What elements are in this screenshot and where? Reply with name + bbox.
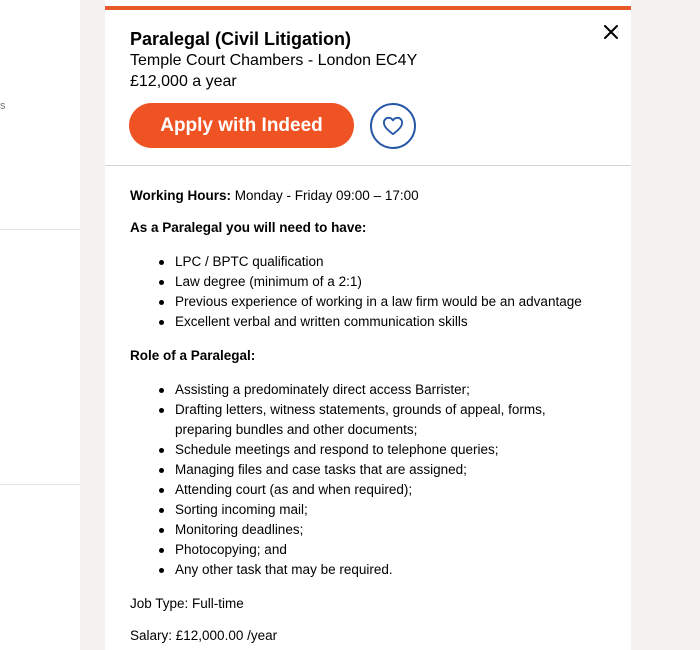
job-list-fragment: s (0, 100, 6, 112)
list-item: Drafting letters, witness statements, grounds of appeal, forms, preparing bundles and other documents; (159, 400, 579, 440)
role-list (159, 380, 579, 580)
working-hours-label: Working Hours: (130, 188, 231, 203)
company-location: Temple Court Chambers - London EC4Y (130, 52, 418, 69)
working-hours-value: Monday - Friday 09:00 – 17:00 (231, 188, 419, 203)
job-type: Job Type: Full-time (130, 596, 244, 611)
list-item: Schedule meetings and respond to telephone queries; (159, 440, 579, 460)
list-item: Sorting incoming mail; (159, 500, 579, 520)
list-item: Any other task that may be required. (159, 560, 579, 580)
job-details-panel (105, 0, 631, 650)
salary-line: Salary: £12,000.00 /year (130, 628, 278, 643)
heart-icon (382, 116, 404, 136)
job-description (130, 186, 610, 646)
close-button[interactable] (601, 22, 621, 42)
job-list-divider (0, 484, 80, 485)
job-salary: £12,000 a year (130, 73, 237, 90)
save-job-button[interactable] (370, 103, 416, 149)
requirements-list (159, 252, 610, 332)
list-item: Attending court (as and when required); (159, 480, 579, 500)
list-item: Monitoring deadlines; (159, 520, 579, 540)
list-item: Photocopying; and (159, 540, 579, 560)
job-list-divider (0, 229, 80, 230)
list-item: Managing files and case tasks that are assigned; (159, 460, 579, 480)
list-item: Assisting a predominately direct access Barrister; (159, 380, 579, 400)
job-list-pane (0, 0, 80, 650)
list-item: Excellent verbal and written communication skills (159, 312, 610, 332)
working-hours (130, 186, 610, 206)
job-title: Paralegal (Civil Litigation) (130, 29, 352, 49)
list-item: Previous experience of working in a law firm would be an advantage (159, 292, 610, 312)
list-item: LPC / BPTC qualification (159, 252, 610, 272)
job-header (105, 10, 631, 166)
requirements-heading: As a Paralegal you will need to have: (130, 220, 367, 235)
close-icon (604, 25, 618, 39)
apply-with-indeed-button[interactable]: Apply with Indeed (129, 103, 354, 148)
role-heading: Role of a Paralegal: (130, 348, 256, 363)
list-item: Law degree (minimum of a 2:1) (159, 272, 610, 292)
